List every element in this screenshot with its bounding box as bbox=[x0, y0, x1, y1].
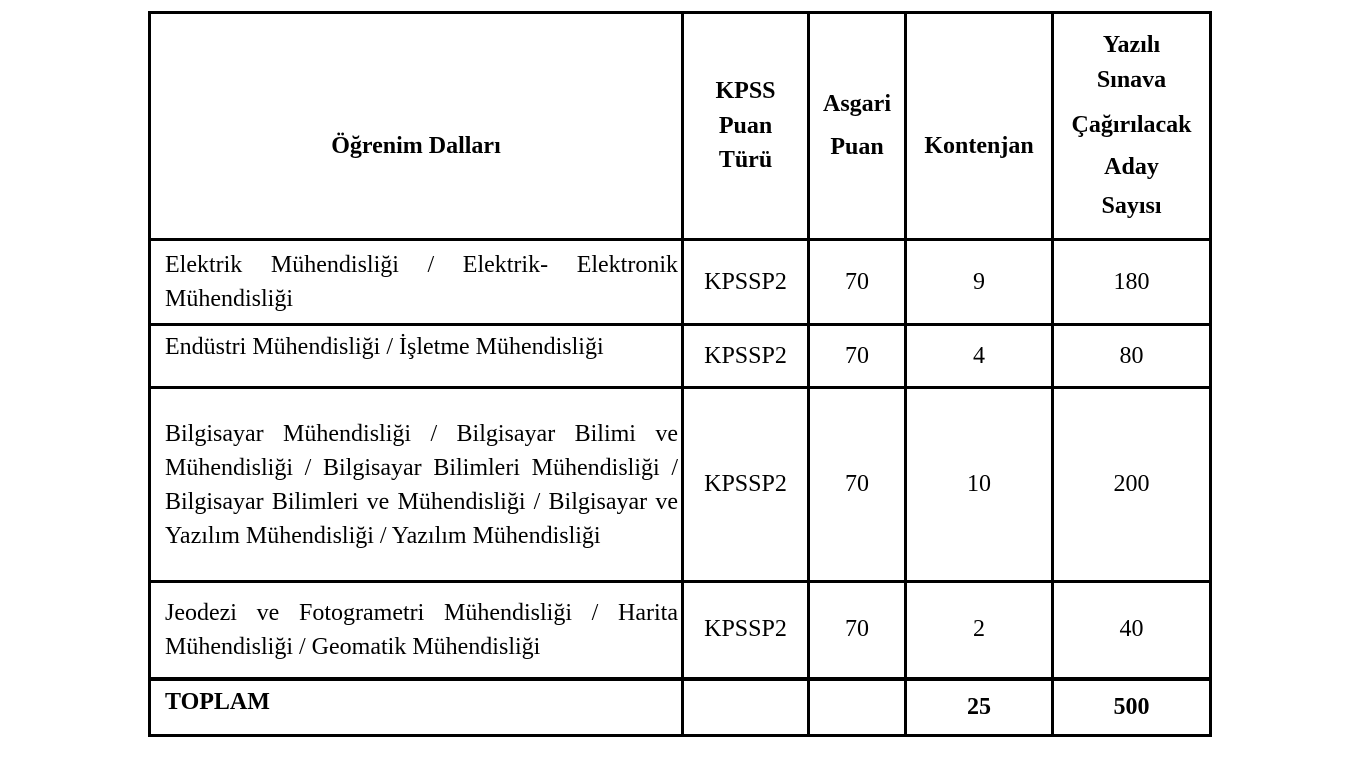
header-ogrenim-dallari: Öğrenim Dalları bbox=[150, 13, 683, 240]
header-row bbox=[150, 13, 1211, 240]
table-row bbox=[150, 582, 1211, 679]
cell-puan-turu: KPSSP2 bbox=[683, 582, 809, 679]
cell-asgari-puan: 70 bbox=[809, 325, 906, 388]
cell-aday-sayisi: 40 bbox=[1053, 582, 1211, 679]
cell-aday-sayisi: 200 bbox=[1053, 388, 1211, 582]
quota-table bbox=[148, 11, 1212, 737]
cell-kontenjan: 2 bbox=[906, 582, 1053, 679]
total-row bbox=[150, 679, 1211, 736]
cell-puan-turu: KPSSP2 bbox=[683, 325, 809, 388]
cell-empty bbox=[809, 679, 906, 736]
cell-toplam-label: TOPLAM bbox=[150, 679, 683, 736]
cell-kontenjan: 4 bbox=[906, 325, 1053, 388]
header-kpss-line3: Türü bbox=[718, 147, 773, 174]
cell-empty bbox=[683, 679, 809, 736]
table-row bbox=[150, 325, 1211, 388]
header-asgari-puan bbox=[809, 13, 906, 240]
cell-kontenjan: 9 bbox=[906, 240, 1053, 325]
cell-puan-turu: KPSSP2 bbox=[683, 240, 809, 325]
header-asgari-line2: Puan bbox=[830, 134, 884, 160]
header-yazili-line4: Aday bbox=[1104, 154, 1159, 181]
cell-aday-sayisi: 80 bbox=[1053, 325, 1211, 388]
cell-kontenjan: 10 bbox=[906, 388, 1053, 582]
cell-ogrenim-dali: Elektrik Mühendisliği / Elektrik- Elektronik Mühendisliği bbox=[150, 240, 683, 325]
cell-ogrenim-dali: Bilgisayar Mühendisliği / Bilgisayar Bilimi ve Mühendisliği / Bilgisayar Bilimleri Mühendisliği / Bilgisayar Bilimleri ve Mühendisliği / Bilgisayar ve Yazılım Mühendisliği / Yazılım Mühendisliği bbox=[150, 388, 683, 582]
header-yazili-line3: Çağırılacak bbox=[1071, 111, 1192, 138]
header-yazili-line5: Sayısı bbox=[1101, 193, 1162, 220]
header-yazili-sinav bbox=[1053, 13, 1211, 240]
cell-ogrenim-dali: Endüstri Mühendisliği / İşletme Mühendisliği bbox=[150, 325, 683, 388]
table-row bbox=[150, 388, 1211, 582]
header-kpss-line1: KPSS bbox=[715, 77, 776, 104]
header-asgari-line1: Asgari bbox=[823, 91, 891, 118]
cell-asgari-puan: 70 bbox=[809, 240, 906, 325]
header-kontenjan: Kontenjan bbox=[906, 13, 1053, 240]
cell-puan-turu: KPSSP2 bbox=[683, 388, 809, 582]
cell-asgari-puan: 70 bbox=[809, 388, 906, 582]
table-row bbox=[150, 240, 1211, 325]
header-kpss-puan-turu bbox=[683, 13, 809, 240]
cell-asgari-puan: 70 bbox=[809, 582, 906, 679]
header-yazili-line2: Sınava bbox=[1096, 66, 1167, 93]
header-kpss-line2: Puan bbox=[718, 112, 773, 139]
cell-aday-sayisi: 180 bbox=[1053, 240, 1211, 325]
cell-total-kontenjan: 25 bbox=[906, 679, 1053, 736]
cell-ogrenim-dali: Jeodezi ve Fotogrametri Mühendisliği / Harita Mühendisliği / Geomatik Mühendisliği bbox=[150, 582, 683, 679]
header-yazili-line1: Yazılı bbox=[1102, 32, 1161, 58]
cell-total-aday: 500 bbox=[1053, 679, 1211, 736]
